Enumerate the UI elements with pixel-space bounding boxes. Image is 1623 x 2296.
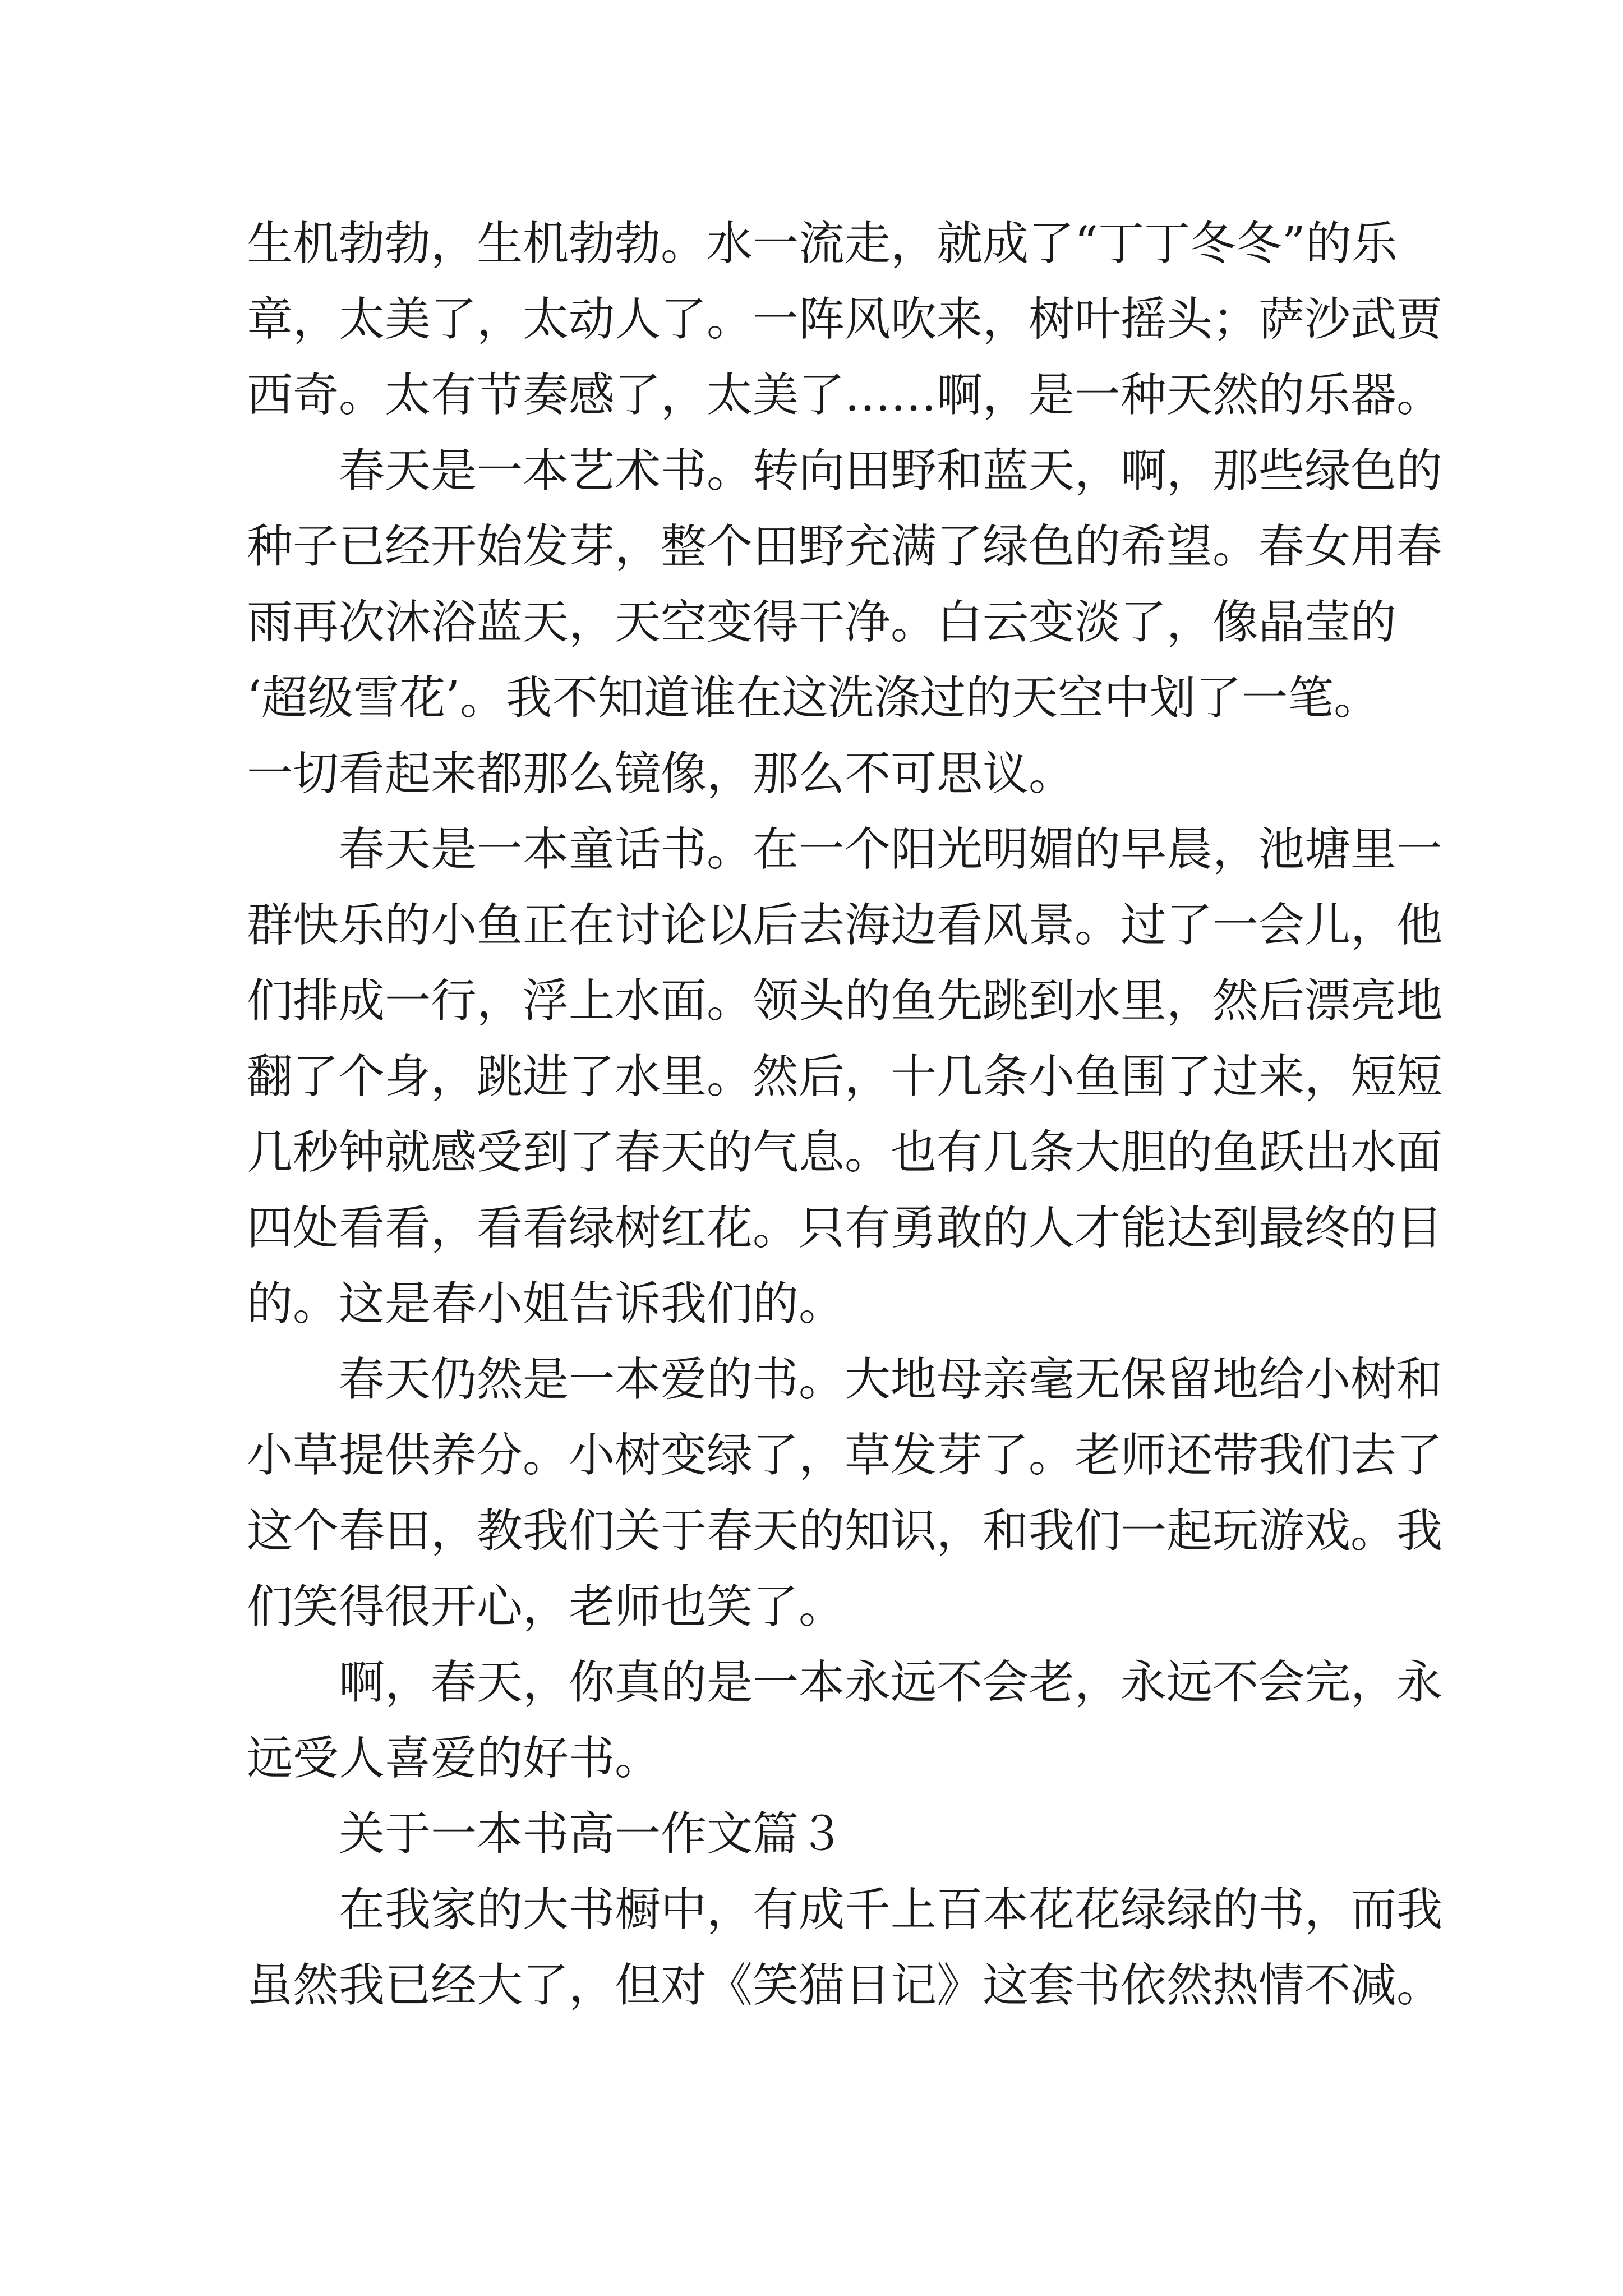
paragraph-first-line: 春天是一本童话书。在一个阳光明媚的早晨，池塘里一 [339, 823, 1443, 876]
section-heading: 关于一本书高一作文篇３ [339, 1807, 845, 1861]
text-line: 西奇。太有节奏感了，太美了……啊，是一种天然的乐器。 [247, 369, 1443, 422]
text-line: 群快乐的小鱼正在讨论以后去海边看风景。过了一会儿，他 [247, 899, 1443, 952]
text-line: 的。这是春小姐告诉我们的。 [247, 1277, 845, 1331]
text-line: 一切看起来都那么镜像，那么不可思议。 [247, 747, 1075, 800]
text-line: 远受人喜爱的好书。 [247, 1732, 661, 1785]
text-line: 小草提供养分。小树变绿了，草发芽了。老师还带我们去了 [247, 1429, 1443, 1482]
text-line: 生机勃勃，生机勃勃。水一流走，就成了“丁丁冬冬”的乐 [247, 217, 1398, 270]
text-line: 虽然我已经大了，但对《笑猫日记》这套书依然热情不减。 [247, 1959, 1443, 2012]
text-line: ‘超级雪花’。我不知道谁在这洗涤过的天空中划了一笔。 [247, 671, 1380, 725]
text-line: 雨再次沐浴蓝天，天空变得干净。白云变淡了，像晶莹的 [247, 596, 1397, 649]
text-line: 们笑得很开心，老师也笑了。 [247, 1580, 845, 1634]
paragraph-first-line: 春天仍然是一本爱的书。大地母亲毫无保留地给小树和 [339, 1353, 1443, 1406]
text-line: 四处看看，看看绿树红花。只有勇敢的人才能达到最终的目 [247, 1202, 1443, 1255]
text-line: 章，太美了，太动人了。一阵风吹来，树叶摇头；萨沙武贾 [247, 293, 1443, 346]
text-line: 种子已经开始发芽，整个田野充满了绿色的希望。春女用春 [247, 520, 1443, 573]
paragraph-first-line: 春天是一本艺术书。转向田野和蓝天，啊，那些绿色的 [339, 444, 1443, 498]
text-line: 翻了个身，跳进了水里。然后，十几条小鱼围了过来，短短 [247, 1050, 1443, 1103]
paragraph-first-line: 啊，春天，你真的是一本永远不会老，永远不会完，永 [339, 1656, 1443, 1709]
text-line: 们排成一行，浮上水面。领头的鱼先跳到水里，然后漂亮地 [247, 974, 1443, 1028]
text-line: 几秒钟就感受到了春天的气息。也有几条大胆的鱼跃出水面 [247, 1126, 1443, 1179]
text-line: 这个春田，教我们关于春天的知识，和我们一起玩游戏。我 [247, 1504, 1443, 1558]
paragraph-first-line: 在我家的大书橱中，有成千上百本花花绿绿的书，而我 [339, 1883, 1443, 1936]
